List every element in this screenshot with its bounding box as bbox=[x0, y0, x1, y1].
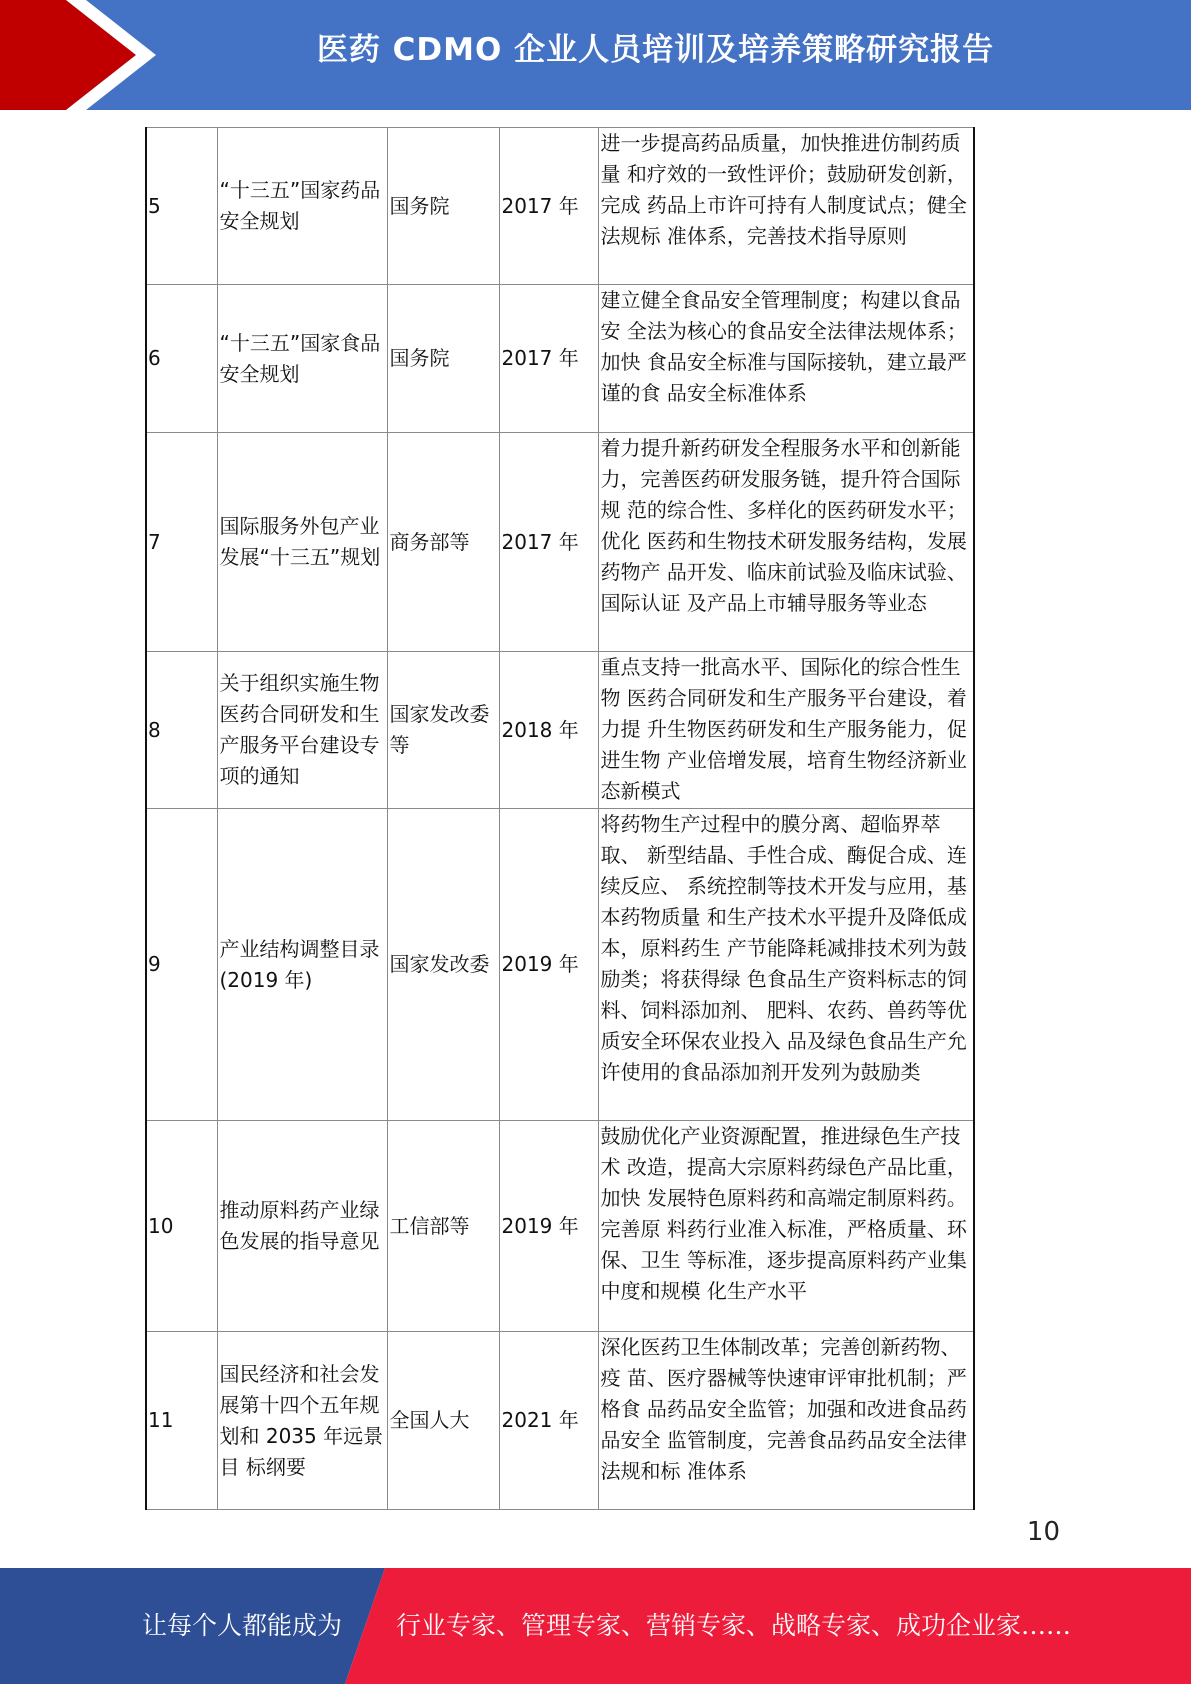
row-number: 5 bbox=[146, 128, 217, 285]
row-number: 11 bbox=[146, 1332, 217, 1510]
policy-name: 推动原料药产业绿色发展的指导意见 bbox=[217, 1121, 387, 1332]
policy-name: 产业结构调整目录(2019 年) bbox=[217, 809, 387, 1121]
table-row bbox=[146, 652, 974, 809]
issue-year: 2018 年 bbox=[499, 652, 598, 809]
issue-year: 2017 年 bbox=[499, 433, 598, 652]
policy-name: 关于组织实施生物医药合同研发和生产服务平台建设专项的通知 bbox=[217, 652, 387, 809]
footer-slogan-left: 让每个人都能成为 bbox=[142, 1611, 343, 1640]
table-row bbox=[146, 809, 974, 1121]
policy-content: 建立健全食品安全管理制度；构建以食品安 全法为核心的食品安全法律法规体系；加快 食品安全标准与国际接轨，建立最严谨的食 品安全标准体系 bbox=[598, 285, 974, 433]
row-number: 6 bbox=[146, 285, 217, 433]
row-number: 7 bbox=[146, 433, 217, 652]
issue-year: 2019 年 bbox=[499, 809, 598, 1121]
policy-name: “十三五”国家食品安全规划 bbox=[217, 285, 387, 433]
issuing-body: 工信部等 bbox=[387, 1121, 499, 1332]
table-row bbox=[146, 285, 974, 433]
table-row bbox=[146, 128, 974, 285]
issue-year: 2017 年 bbox=[499, 285, 598, 433]
issuing-body: 国家发改委等 bbox=[387, 652, 499, 809]
page-header bbox=[0, 0, 1191, 110]
policy-name: “十三五”国家药品安全规划 bbox=[217, 128, 387, 285]
issue-year: 2021 年 bbox=[499, 1332, 598, 1510]
issue-year: 2017 年 bbox=[499, 128, 598, 285]
policy-content: 深化医药卫生体制改革；完善创新药物、疫 苗、医疗器械等快速审评审批机制；严格食 品药品安全监管；加强和改进食品药品安全 监管制度，完善食品药品安全法律法规和标 准体系 bbox=[598, 1332, 974, 1510]
policy-content: 鼓励优化产业资源配置，推进绿色生产技术 改造，提高大宗原料药绿色产品比重，加快 发展特色原料药和高端定制原料药。完善原 料药行业准入标准，严格质量、环保、卫生 等标准，逐步提高原料药产业集中度和规模 化生产水平 bbox=[598, 1121, 974, 1332]
page-footer bbox=[0, 1568, 1191, 1684]
table-row bbox=[146, 1121, 974, 1332]
issuing-body: 全国人大 bbox=[387, 1332, 499, 1510]
issuing-body: 商务部等 bbox=[387, 433, 499, 652]
footer-slogan-right: 行业专家、管理专家、营销专家、战略专家、成功企业家…… bbox=[396, 1611, 1072, 1640]
policy-content: 着力提升新药研发全程服务水平和创新能 力，完善医药研发服务链，提升符合国际规 范的综合性、多样化的医药研发水平；优化 医药和生物技术研发服务结构，发展药物产 品开发、临床前试验及临床试验、国际认证 及产品上市辅导服务等业态 bbox=[598, 433, 974, 652]
row-number: 10 bbox=[146, 1121, 217, 1332]
issuing-body: 国务院 bbox=[387, 128, 499, 285]
table-row bbox=[146, 433, 974, 652]
issuing-body: 国务院 bbox=[387, 285, 499, 433]
issuing-body: 国家发改委 bbox=[387, 809, 499, 1121]
policy-name: 国际服务外包产业发展“十三五”规划 bbox=[217, 433, 387, 652]
table-row bbox=[146, 1332, 974, 1510]
policy-content: 将药物生产过程中的膜分离、超临界萃取、 新型结晶、手性合成、酶促合成、连续反应、 系统控制等技术开发与应用，基本药物质量 和生产技术水平提升及降低成本，原料药生 产节能降耗减排技术列为鼓励类；将获得绿 色食品生产资料标志的饲料、饲料添加剂、 肥料、农药、兽药等优质安全环保农业投入 品及绿色食品生产允许使用的食品添加剂开发列为鼓励类 bbox=[598, 809, 974, 1121]
policy-content: 进一步提高药品质量，加快推进仿制药质量 和疗效的一致性评价；鼓励研发创新，完成 药品上市许可持有人制度试点；健全法规标 准体系，完善技术指导原则 bbox=[598, 128, 974, 285]
policy-table bbox=[145, 127, 975, 1510]
report-title: 医药 CDMO 企业人员培训及培养策略研究报告 bbox=[316, 32, 995, 68]
policy-content: 重点支持一批高水平、国际化的综合性生物 医药合同研发和生产服务平台建设，着力提 升生物医药研发和生产服务能力，促进生物 产业倍增发展，培育生物经济新业态新模式 bbox=[598, 652, 974, 809]
page-number: 10 bbox=[1026, 1517, 1060, 1547]
row-number: 9 bbox=[146, 809, 217, 1121]
row-number: 8 bbox=[146, 652, 217, 809]
issue-year: 2019 年 bbox=[499, 1121, 598, 1332]
policy-name: 国民经济和社会发展第十四个五年规划和 2035 年远景目 标纲要 bbox=[217, 1332, 387, 1510]
